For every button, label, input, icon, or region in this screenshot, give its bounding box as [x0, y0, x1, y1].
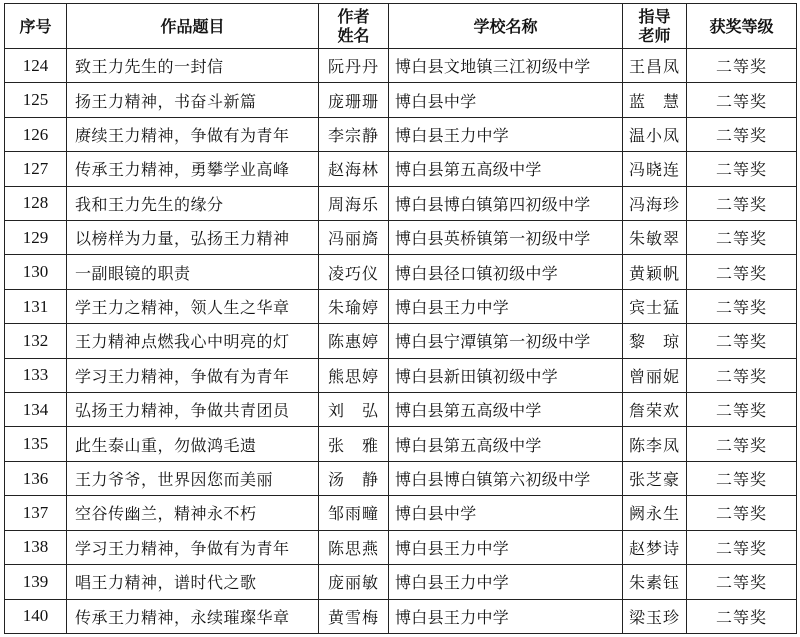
cell-author: 朱瑜婷: [319, 289, 389, 323]
cell-school: 博白县新田镇初级中学: [389, 358, 623, 392]
cell-award: 二等奖: [687, 496, 797, 530]
table-row: [5, 496, 797, 530]
table-row: [5, 117, 797, 151]
cell-no: 133: [5, 358, 67, 392]
cell-author: 邹雨疃: [319, 496, 389, 530]
header-title: 作品题目: [67, 4, 319, 49]
cell-teacher: 朱素钰: [623, 565, 687, 599]
cell-award: 二等奖: [687, 83, 797, 117]
cell-award: 二等奖: [687, 358, 797, 392]
cell-award: 二等奖: [687, 117, 797, 151]
cell-teacher: 阙永生: [623, 496, 687, 530]
cell-award: 二等奖: [687, 599, 797, 634]
cell-title: 致王力先生的一封信: [67, 49, 319, 83]
cell-teacher: 冯海珍: [623, 186, 687, 220]
cell-title: 此生泰山重，勿做鸿毛遗: [67, 427, 319, 461]
cell-school: 博白县中学: [389, 496, 623, 530]
cell-award: 二等奖: [687, 427, 797, 461]
cell-title: 一副眼镜的职责: [67, 255, 319, 289]
cell-school: 博白县文地镇三江初级中学: [389, 49, 623, 83]
cell-teacher: 黄颖帆: [623, 255, 687, 289]
cell-teacher: 朱敏翠: [623, 221, 687, 255]
cell-author: 周海乐: [319, 186, 389, 220]
cell-school: 博白县王力中学: [389, 530, 623, 564]
cell-school: 博白县王力中学: [389, 289, 623, 323]
award-table: [4, 3, 797, 634]
table-row: [5, 83, 797, 117]
cell-no: 128: [5, 186, 67, 220]
table-row: [5, 461, 797, 495]
header-school: 学校名称: [389, 4, 623, 49]
cell-school: 博白县第五高级中学: [389, 152, 623, 186]
cell-teacher: 詹荣欢: [623, 393, 687, 427]
cell-author: 庞珊珊: [319, 83, 389, 117]
table-row: [5, 427, 797, 461]
cell-author: 赵海林: [319, 152, 389, 186]
cell-title: 学王力之精神，领人生之华章: [67, 289, 319, 323]
cell-no: 138: [5, 530, 67, 564]
cell-author: 李宗静: [319, 117, 389, 151]
cell-author: 熊思婷: [319, 358, 389, 392]
cell-no: 139: [5, 565, 67, 599]
cell-title: 传承王力精神，永续璀璨华章: [67, 599, 319, 634]
cell-teacher: 冯晓连: [623, 152, 687, 186]
cell-no: 132: [5, 324, 67, 358]
header-author-line1: 作者: [337, 7, 370, 26]
table-row: [5, 289, 797, 323]
cell-teacher: 宾士猛: [623, 289, 687, 323]
cell-title: 传承王力精神，勇攀学业高峰: [67, 152, 319, 186]
cell-teacher: 梁玉珍: [623, 599, 687, 634]
header-award: 获奖等级: [687, 4, 797, 49]
cell-award: 二等奖: [687, 186, 797, 220]
cell-author: 阮丹丹: [319, 49, 389, 83]
cell-no: 131: [5, 289, 67, 323]
cell-author: 陈思燕: [319, 530, 389, 564]
cell-author: 陈惠婷: [319, 324, 389, 358]
award-list-sheet: [4, 3, 796, 634]
cell-award: 二等奖: [687, 461, 797, 495]
cell-no: 137: [5, 496, 67, 530]
header-author: [319, 4, 389, 49]
table-row: [5, 186, 797, 220]
table-row: [5, 324, 797, 358]
cell-no: 140: [5, 599, 67, 634]
cell-no: 135: [5, 427, 67, 461]
cell-title: 唱王力精神，谱时代之歌: [67, 565, 319, 599]
cell-title: 扬王力精神，书奋斗新篇: [67, 83, 319, 117]
cell-award: 二等奖: [687, 221, 797, 255]
cell-school: 博白县宁潭镇第一初级中学: [389, 324, 623, 358]
cell-author: 黄雪梅: [319, 599, 389, 634]
cell-no: 126: [5, 117, 67, 151]
cell-school: 博白县博白镇第六初级中学: [389, 461, 623, 495]
cell-school: 博白县第五高级中学: [389, 393, 623, 427]
cell-title: 学习王力精神，争做有为青年: [67, 358, 319, 392]
table-row: [5, 599, 797, 634]
cell-no: 125: [5, 83, 67, 117]
cell-teacher: 王昌凤: [623, 49, 687, 83]
cell-title: 以榜样为力量，弘扬王力精神: [67, 221, 319, 255]
cell-award: 二等奖: [687, 255, 797, 289]
cell-award: 二等奖: [687, 393, 797, 427]
cell-author: 冯丽旖: [319, 221, 389, 255]
cell-award: 二等奖: [687, 530, 797, 564]
cell-no: 124: [5, 49, 67, 83]
cell-school: 博白县中学: [389, 83, 623, 117]
cell-teacher: 陈李凤: [623, 427, 687, 461]
cell-school: 博白县王力中学: [389, 599, 623, 634]
table-row: [5, 530, 797, 564]
cell-title: 赓续王力精神，争做有为青年: [67, 117, 319, 151]
cell-title: 空谷传幽兰，精神永不朽: [67, 496, 319, 530]
cell-author: 张 雅: [319, 427, 389, 461]
cell-award: 二等奖: [687, 565, 797, 599]
cell-award: 二等奖: [687, 289, 797, 323]
cell-title: 弘扬王力精神，争做共青团员: [67, 393, 319, 427]
cell-school: 博白县博白镇第四初级中学: [389, 186, 623, 220]
cell-school: 博白县王力中学: [389, 565, 623, 599]
cell-teacher: 曾丽妮: [623, 358, 687, 392]
table-header-row: [5, 4, 797, 49]
table-row: [5, 393, 797, 427]
cell-teacher: 蓝 慧: [623, 83, 687, 117]
cell-teacher: 张芝豪: [623, 461, 687, 495]
cell-school: 博白县英桥镇第一初级中学: [389, 221, 623, 255]
cell-award: 二等奖: [687, 49, 797, 83]
header-teacher-line2: 老师: [638, 26, 671, 45]
cell-teacher: 黎 琼: [623, 324, 687, 358]
header-teacher-line1: 指导: [638, 7, 671, 26]
header-author-line2: 姓名: [337, 26, 370, 45]
cell-school: 博白县第五高级中学: [389, 427, 623, 461]
cell-school: 博白县王力中学: [389, 117, 623, 151]
cell-author: 凌巧仪: [319, 255, 389, 289]
cell-no: 134: [5, 393, 67, 427]
cell-no: 127: [5, 152, 67, 186]
cell-title: 王力爷爷，世界因您而美丽: [67, 461, 319, 495]
table-row: [5, 221, 797, 255]
table-row: [5, 255, 797, 289]
cell-teacher: 温小凤: [623, 117, 687, 151]
cell-title: 学习王力精神，争做有为青年: [67, 530, 319, 564]
cell-author: 庞丽敏: [319, 565, 389, 599]
header-no: 序号: [5, 4, 67, 49]
header-teacher: [623, 4, 687, 49]
cell-teacher: 赵梦诗: [623, 530, 687, 564]
cell-award: 二等奖: [687, 152, 797, 186]
cell-author: 汤 静: [319, 461, 389, 495]
table-row: [5, 152, 797, 186]
cell-award: 二等奖: [687, 324, 797, 358]
cell-no: 129: [5, 221, 67, 255]
table-row: [5, 565, 797, 599]
cell-title: 王力精神点燃我心中明亮的灯: [67, 324, 319, 358]
cell-title: 我和王力先生的缘分: [67, 186, 319, 220]
cell-school: 博白县径口镇初级中学: [389, 255, 623, 289]
table-row: [5, 358, 797, 392]
table-body: [5, 49, 797, 634]
table-row: [5, 49, 797, 83]
cell-no: 136: [5, 461, 67, 495]
cell-author: 刘 弘: [319, 393, 389, 427]
cell-no: 130: [5, 255, 67, 289]
